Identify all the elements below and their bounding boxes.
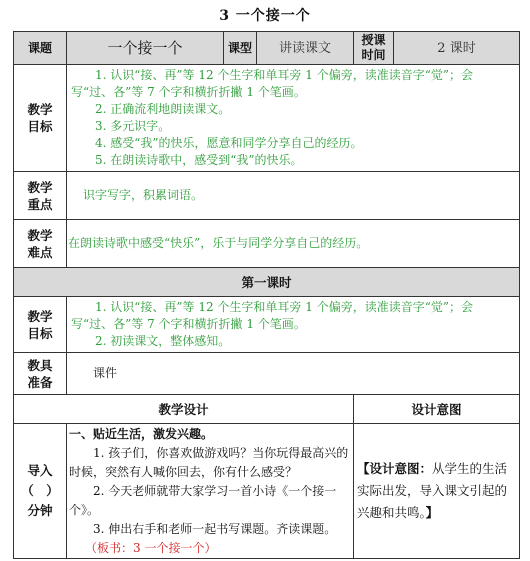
lesson1-goals-label-line2: 目标	[27, 325, 53, 341]
lesson-plan-table	[13, 31, 520, 559]
lesson1-prep-label-line2: 准备	[27, 374, 53, 390]
key-points-label-line2: 重点	[27, 196, 53, 212]
intent-text: 从学生的生活实际出发，导入课文引起的兴趣和共鸣。	[357, 461, 508, 520]
lesson1-prep-row	[14, 353, 520, 395]
difficulties-content: 在朗读诗歌中感受“快乐”，乐于与同学分享自己的经历。	[67, 220, 520, 268]
difficulties-label-line2: 难点	[27, 244, 53, 260]
intro-label-line2: （ ）	[21, 483, 59, 498]
lesson1-goal-item: 1. 认识“接、再”等 12 个生字和单耳旁 1 个偏旁，读准读音字“觉”；会写“过、各”等 7 个字和横折折撇 1 个笔画。	[71, 300, 473, 331]
header-row	[14, 32, 520, 65]
time-label-line1: 授课	[361, 33, 386, 47]
key-points-row	[14, 172, 520, 220]
goals-label-line1: 教学	[27, 102, 53, 117]
lesson1-prep-content: 课件	[67, 353, 520, 395]
difficulties-label-line1: 教学	[27, 227, 53, 243]
topic-label: 课题	[14, 32, 67, 65]
goals-label-line2: 目标	[27, 119, 53, 134]
design-heading-row	[14, 395, 520, 424]
goal-item: 5. 在朗读诗歌中，感受到“我”的快乐。	[95, 153, 303, 167]
goal-item: 4. 感受“我”的快乐，愿意和同学分享自己的经历。	[95, 136, 363, 150]
time-label-line2: 时间	[361, 48, 386, 62]
goal-item: 3. 多元识字。	[95, 119, 171, 133]
time-label	[354, 32, 394, 65]
design-intent	[354, 424, 520, 559]
design-heading-left: 教学设计	[14, 395, 354, 424]
lesson1-heading-row	[14, 268, 520, 297]
lesson1-goals-label-line1: 教学	[27, 308, 53, 324]
topic-value: 一个接一个	[67, 32, 224, 65]
goals-row	[14, 65, 520, 172]
lesson1-prep-label	[14, 353, 67, 395]
design-section-title: 一、贴近生活，激发兴趣。	[69, 427, 214, 441]
lesson1-goals-row	[14, 297, 520, 353]
goal-item: 1. 认识“接、再”等 12 个生字和单耳旁 1 个偏旁，读准读音字“觉”；会写“过、各”等 7 个字和横折折撇 1 个笔画。	[71, 68, 473, 99]
intro-label-line3: 分钟	[27, 503, 53, 518]
difficulties-row	[14, 220, 520, 268]
difficulties-label	[14, 220, 67, 268]
page-title: 3 一个接一个	[219, 8, 311, 24]
lesson1-prep-label-line1: 教具	[27, 357, 53, 373]
key-points-label	[14, 172, 67, 220]
intro-label-line1: 导入	[27, 463, 53, 478]
intent-prefix: 【设计意图：	[357, 461, 433, 476]
lesson1-goal-item: 2. 初读课文，整体感知。	[95, 334, 231, 348]
goal-item: 2. 正确流利地朗读课文。	[95, 102, 231, 116]
goals-content	[67, 65, 520, 172]
type-value: 讲读课文	[257, 32, 354, 65]
design-content	[67, 424, 354, 559]
type-label: 课型	[224, 32, 257, 65]
key-points-label-line1: 教学	[27, 179, 53, 195]
key-points-content: 识字写字，积累词语。	[67, 172, 520, 220]
lesson1-heading: 第一课时	[14, 268, 520, 297]
design-step: 3. 伸出右手和老师一起书写课题。齐读课题。	[93, 522, 337, 536]
design-heading-right: 设计意图	[354, 395, 520, 424]
intro-label	[14, 424, 67, 559]
intent-suffix: 】	[425, 505, 439, 520]
design-row	[14, 424, 520, 559]
board-note: （板书：3 一个接一个）	[85, 541, 217, 555]
lesson1-goals-content	[67, 297, 520, 353]
design-step: 2. 今天老师就带大家学习一首小诗《一个接一个》。	[69, 484, 337, 517]
goals-label	[14, 65, 67, 172]
time-value: 2 课时	[394, 32, 520, 65]
lesson1-goals-label	[14, 297, 67, 353]
design-step: 1. 孩子们，你喜欢做游戏吗？当你玩得最高兴的时候，突然有人喊你回去，你有什么感受？	[69, 446, 349, 479]
